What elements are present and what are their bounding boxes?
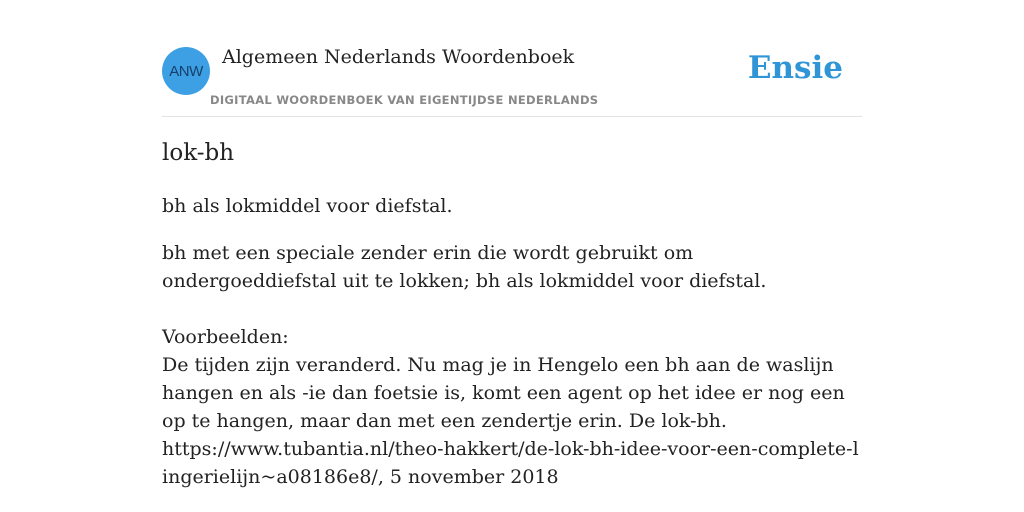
site-title[interactable]: Algemeen Nederlands Woordenboek: [222, 46, 575, 68]
site-header: [162, 0, 862, 117]
entry-headword: lok-bh: [162, 140, 235, 166]
short-definition: bh als lokmiddel voor diefstal.: [162, 195, 453, 217]
anw-logo-text: ANW: [169, 62, 203, 80]
example-source-url: https://www.tubantia.nl/theo-hakkert/de-lok-bh-idee-voor-een-complete-lingerielijn~a08186e8/: [162, 438, 859, 488]
example-source: [162, 435, 862, 491]
example-text: De tijden zijn veranderd. Nu mag je in Hengelo een bh aan de waslijn hangen en als -ie dan foetsie is, komt een agent op het idee er nog een op te hangen, maar dan met een zendertje erin. De lok-bh.: [162, 354, 845, 432]
examples-section: [162, 323, 862, 491]
long-definition: bh met een speciale zender erin die wordt gebruikt om ondergoeddiefstal uit te lokken; bh als lokmiddel voor diefstal.: [162, 242, 767, 292]
site-subtitle: DIGITAAL WOORDENBOEK VAN EIGENTIJDSE NEDERLANDS: [210, 93, 599, 107]
ensie-brand-logo[interactable]: Ensie: [747, 50, 843, 86]
examples-label: Voorbeelden:: [162, 326, 289, 348]
anw-logo[interactable]: [162, 47, 210, 95]
page: [162, 0, 862, 488]
example-source-date: , 5 november 2018: [377, 466, 559, 488]
